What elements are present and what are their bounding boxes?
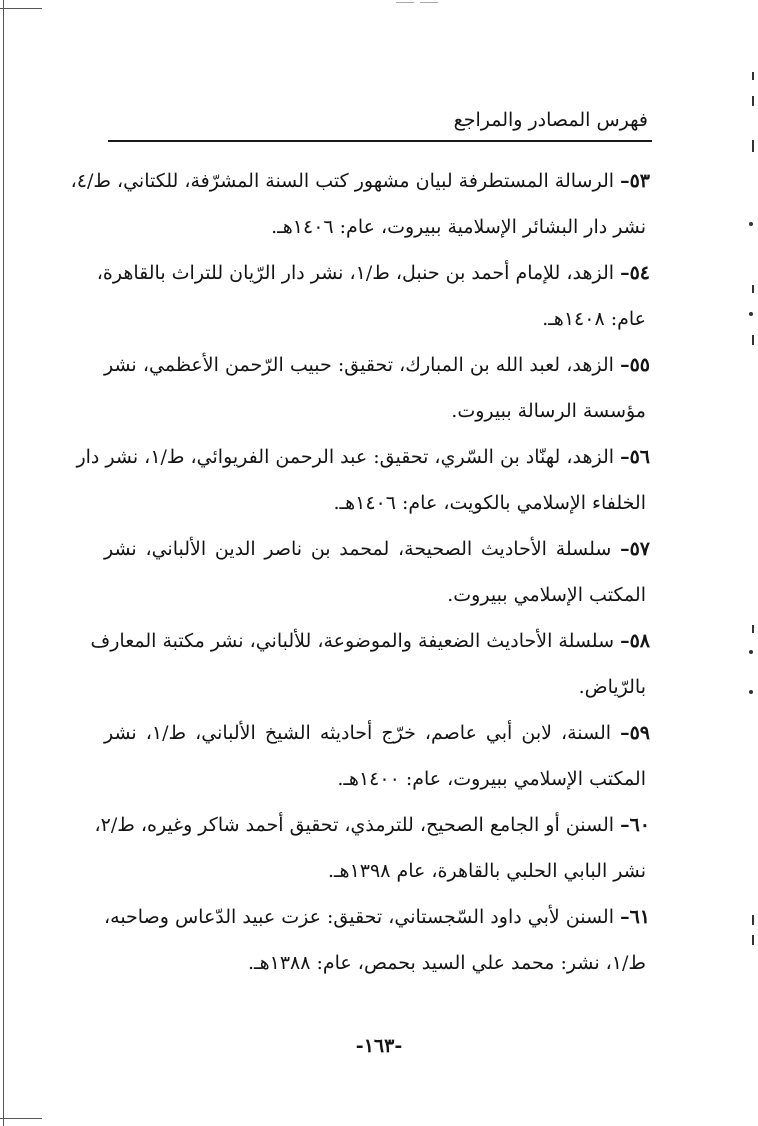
entry-first-line xyxy=(104,710,650,756)
entry-number: ٦٠ xyxy=(629,814,650,836)
entry-number: ٥٦ xyxy=(629,446,650,468)
entry-text: الزهد، لعبد الله بن المبارك، تحقيق: حبيب الرّحمن الأعظمي، نشر xyxy=(104,354,614,376)
header-rule xyxy=(108,140,652,142)
entry-dash: – xyxy=(620,906,630,928)
scan-corner-mark xyxy=(0,1118,42,1119)
scan-edge-mark xyxy=(752,935,754,945)
bibliography-entry xyxy=(104,342,650,434)
scan-top-dash xyxy=(420,2,438,3)
entry-number: ٥٥ xyxy=(629,354,650,376)
bibliography-entry xyxy=(104,710,650,802)
entry-text: الرسالة المستطرفة لبيان مشهور كتب السنة المشرّفة، للكتاني، ط/٤، xyxy=(70,170,615,192)
scan-edge-mark xyxy=(752,625,754,633)
scan-edge-mark xyxy=(752,72,754,80)
bibliography-entry xyxy=(96,250,650,342)
scan-left-edge xyxy=(3,0,4,1126)
entry-number: ٥٧ xyxy=(629,538,650,560)
entry-dash: – xyxy=(620,446,630,468)
bibliography-entry xyxy=(76,434,650,526)
entry-number: ٥٤ xyxy=(629,262,650,284)
entry-text: السنن لأبي داود السّجستاني، تحقيق: عزت عبيد الدّعاس وصاحبه، xyxy=(104,906,614,928)
entry-continuation: نشر البابي الحلبي بالقاهرة، عام ١٣٩٨هـ. xyxy=(327,860,646,882)
scan-edge-mark xyxy=(752,285,754,293)
entry-first-line xyxy=(104,894,650,940)
entry-number: ٥٩ xyxy=(629,722,650,744)
entry-text: السنة، لابن أبي عاصم، خرّج أحاديثه الشيخ الألباني، ط/١، نشر xyxy=(104,722,612,744)
entry-text: سلسلة الأحاديث الضعيفة والموضوعة، للألباني، نشر مكتبة المعارف xyxy=(90,630,615,652)
entry-first-line xyxy=(76,434,650,480)
entry-text: الزهد، للإمام أحمد بن حنبل، ط/١، نشر دار الرّيان للتراث بالقاهرة، xyxy=(96,262,615,284)
scan-edge-mark xyxy=(752,335,754,345)
entry-dash: – xyxy=(620,630,630,652)
entry-text: الزهد، لهنّاد بن السّري، تحقيق: عبد الرحمن الفريوائي، ط/١، نشر دار xyxy=(76,446,615,468)
entry-first-line xyxy=(104,342,650,388)
running-head-title: فهرس المصادر والمراجع xyxy=(453,109,648,131)
entry-text: السنن أو الجامع الصحيح، للترمذي، تحقيق أحمد شاكر وغيره، ط/٢، xyxy=(94,814,615,836)
bibliography-entry xyxy=(104,526,650,618)
scan-edge-mark xyxy=(752,140,754,152)
entry-continuation: الخلفاء الإسلامي بالكويت، عام: ١٤٠٦هـ. xyxy=(333,492,646,514)
entry-first-line xyxy=(96,250,650,296)
entry-first-line xyxy=(90,618,650,664)
entry-number: ٦١ xyxy=(629,906,650,928)
entry-continuation: نشر دار البشائر الإسلامية ببيروت، عام: ١٤٠٦هـ. xyxy=(271,216,646,238)
bibliography-entry xyxy=(70,158,650,250)
scan-edge-dot xyxy=(749,650,753,654)
entry-dash: – xyxy=(620,354,630,376)
entry-continuation: بالرّياض. xyxy=(578,676,646,698)
bibliography-entry xyxy=(94,802,650,894)
scan-edge-dot xyxy=(749,222,753,226)
entry-dash: – xyxy=(620,722,630,744)
scan-edge-dot xyxy=(749,312,753,316)
entry-dash: – xyxy=(620,262,630,284)
bibliography-entry xyxy=(104,894,650,986)
entry-first-line xyxy=(94,802,650,848)
scan-edge-mark xyxy=(752,96,754,106)
entry-dash: – xyxy=(620,814,630,836)
entry-dash: – xyxy=(620,170,630,192)
entry-continuation: ط/١، نشر: محمد علي السيد بحمص، عام: ١٣٨٨هـ. xyxy=(247,952,646,974)
entry-text: سلسلة الأحاديث الصحيحة، لمحمد بن ناصر الدين الألباني، نشر xyxy=(104,538,612,560)
entry-continuation: مؤسسة الرسالة ببيروت. xyxy=(451,400,646,422)
entry-continuation: المكتب الإسلامي ببيروت، عام: ١٤٠٠هـ. xyxy=(337,768,646,790)
entry-number: ٥٨ xyxy=(629,630,650,652)
entry-first-line xyxy=(70,158,650,204)
entry-continuation: المكتب الإسلامي ببيروت. xyxy=(447,584,646,606)
entry-number: ٥٣ xyxy=(629,170,650,192)
bibliography-list xyxy=(70,158,650,986)
scan-top-dash xyxy=(396,2,414,3)
scan-edge-dot xyxy=(749,690,753,694)
bibliography-entry xyxy=(90,618,650,710)
scan-corner-mark xyxy=(0,8,42,9)
scan-edge-mark xyxy=(752,915,754,925)
page-number: -١٦٣- xyxy=(355,1035,403,1057)
entry-dash: – xyxy=(620,538,630,560)
entry-first-line xyxy=(104,526,650,572)
entry-continuation: عام: ١٤٠٨هـ. xyxy=(542,308,646,330)
